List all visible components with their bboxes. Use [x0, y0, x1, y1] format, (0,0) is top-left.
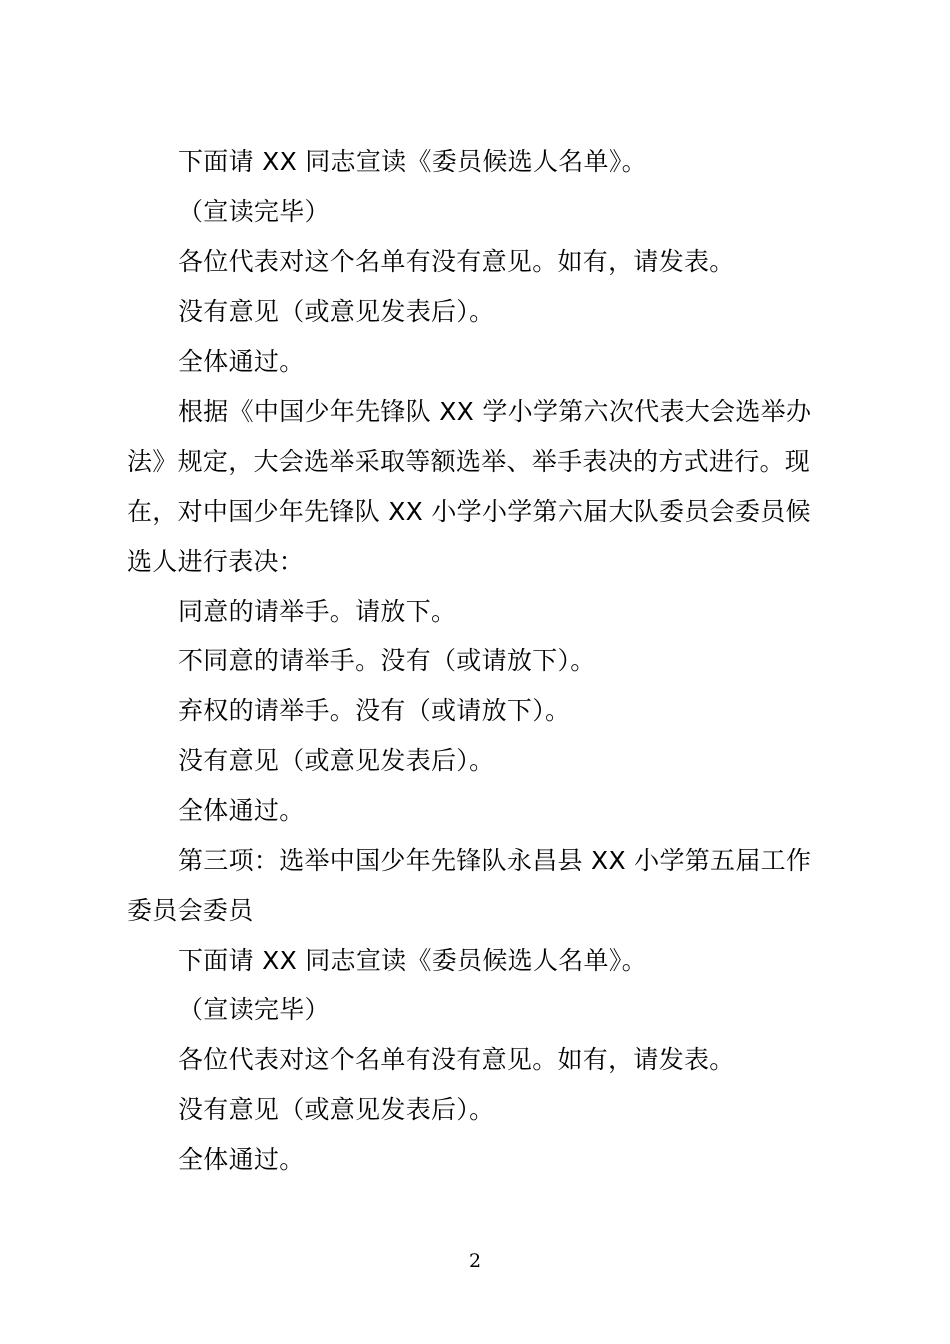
paragraph-line: 下面请 XX 同志宣读《委员候选人名单》。 [178, 147, 647, 176]
paragraph-line: 选人进行表决： [127, 547, 305, 576]
paragraph-line: 没有意见（或意见发表后）。 [178, 297, 495, 326]
paragraph-line: 根据《中国少年先锋队 XX 学小学第六次代表大会选举办 [178, 397, 812, 426]
paragraph-line: 全体通过。 [178, 1145, 305, 1174]
paragraph-line: 法》规定，大会选举采取等额选举、举手表决的方式进行。现 [127, 447, 811, 476]
paragraph-line: 在，对中国少年先锋队 XX 小学小学第六届大队委员会委员候 [127, 497, 811, 526]
paragraph-line: 没有意见（或意见发表后）。 [178, 1095, 495, 1124]
paragraph-line: 委员会委员 [127, 896, 254, 925]
paragraph-line: 不同意的请举手。没有（或请放下）。 [178, 646, 596, 675]
paragraph-line: 第三项：选举中国少年先锋队永昌县 XX 小学第五届工作 [178, 846, 812, 875]
paragraph-line: 弃权的请举手。没有（或请放下）。 [178, 696, 571, 725]
paragraph-line: （宣读完毕） [178, 995, 330, 1024]
paragraph-line: 同意的请举手。请放下。 [178, 597, 457, 626]
paragraph-line: 下面请 XX 同志宣读《委员候选人名单》。 [178, 946, 647, 975]
paragraph-line: 没有意见（或意见发表后）。 [178, 746, 495, 775]
paragraph-line: （宣读完毕） [178, 197, 330, 226]
paragraph-line: 全体通过。 [178, 347, 305, 376]
paragraph-line: 各位代表对这个名单有没有意见。如有，请发表。 [178, 247, 735, 276]
page-number: 2 [468, 1250, 482, 1272]
paragraph-line: 全体通过。 [178, 796, 305, 825]
paragraph-line: 各位代表对这个名单有没有意见。如有，请发表。 [178, 1045, 735, 1074]
